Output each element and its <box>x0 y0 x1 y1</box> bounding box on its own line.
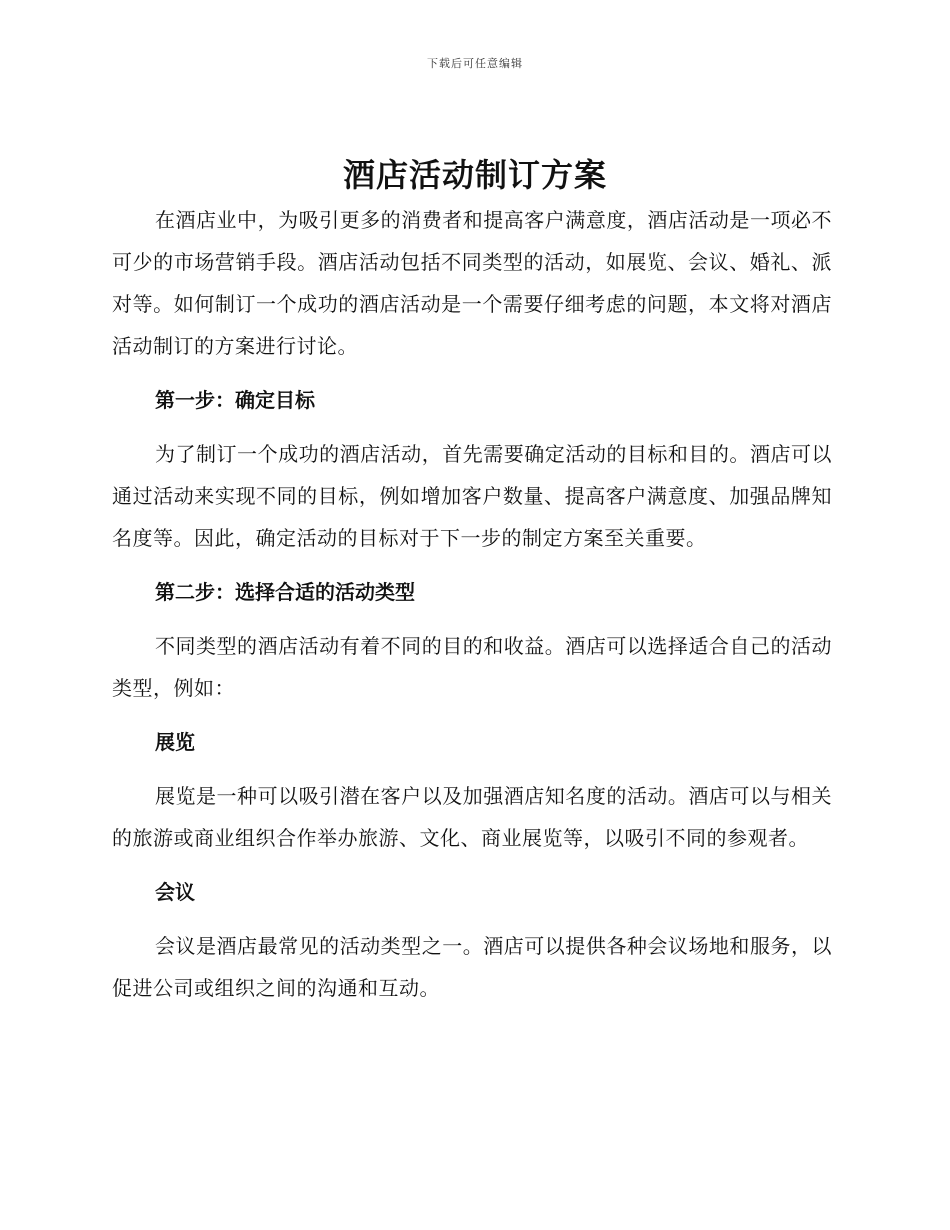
step2-heading: 第二步：选择合适的活动类型 <box>155 580 415 604</box>
step1-heading: 第一步：确定目标 <box>155 388 315 412</box>
exhibition-paragraph: 展览是一种可以吸引潜在客户以及加强酒店知名度的活动。酒店可以与相关的旅游或商业组织合作举办旅游、文化、商业展览等，以吸引不同的参观者。 <box>112 784 832 850</box>
step1-paragraph: 为了制订一个成功的酒店活动，首先需要确定活动的目标和目的。酒店可以通过活动来实现不同的目标，例如增加客户数量、提高客户满意度、加强品牌知名度等。因此，确定活动的目标对于下一步的制定方案至关重要。 <box>112 442 832 550</box>
meeting-heading: 会议 <box>155 880 195 904</box>
meeting-paragraph: 会议是酒店最常见的活动类型之一。酒店可以提供各种会议场地和服务，以促进公司或组织之间的沟通和互动。 <box>112 934 832 1000</box>
intro-paragraph: 在酒店业中，为吸引更多的消费者和提高客户满意度，酒店活动是一项必不可少的市场营销手段。酒店活动包括不同类型的活动，如展览、会议、婚礼、派对等。如何制订一个成功的酒店活动是一个需要仔细考虑的问题，本文将对酒店活动制订的方案进行讨论。 <box>112 208 832 358</box>
document-body <box>112 199 832 1009</box>
document-title: 酒店活动制订方案 <box>342 156 607 194</box>
step2-paragraph: 不同类型的酒店活动有着不同的目的和收益。酒店可以选择适合自己的活动类型，例如： <box>112 634 832 700</box>
header-note: 下载后可任意编辑 <box>427 57 523 70</box>
exhibition-heading: 展览 <box>155 730 195 754</box>
